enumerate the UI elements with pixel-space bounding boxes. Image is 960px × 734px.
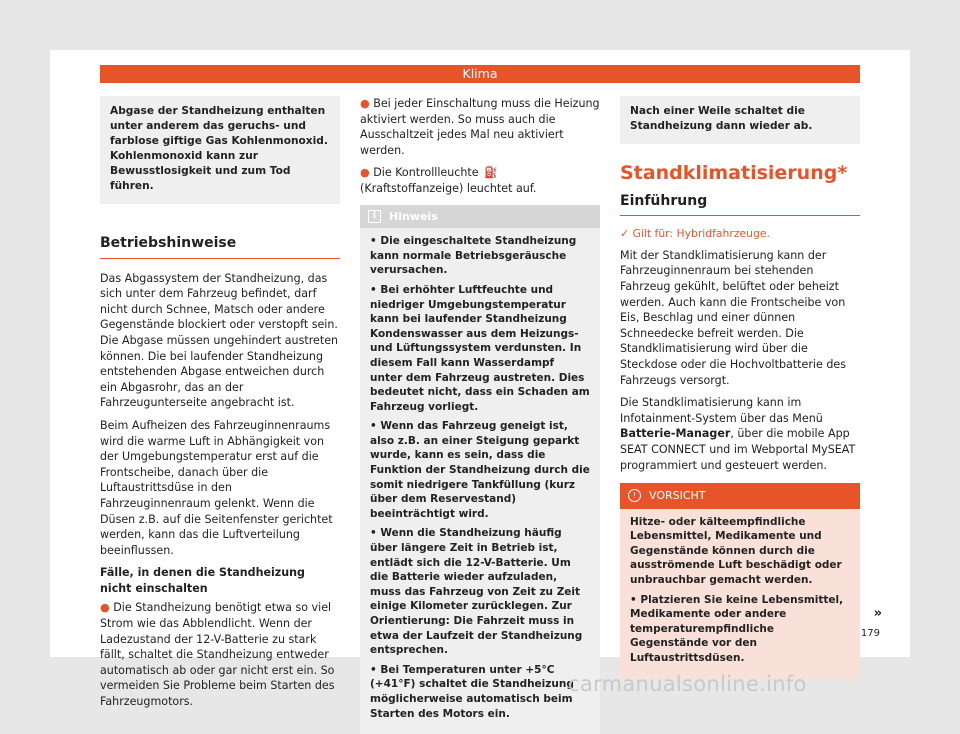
- vorsicht-title: VORSICHT: [649, 489, 706, 503]
- menu-name: Batterie-Manager: [620, 427, 731, 441]
- fuel-gauge-icon: ⛽: [484, 166, 498, 180]
- paragraph: Beim Aufheizen des Fahrzeuginnenraums wird die warme Luft in Abhängigkeit von der Umgebungstemperatur erst auf die Frontscheibe, danach über die Luftaustrittsdüse in den Fahrzeuginnenraum gelenkt. Wenn die Düsen z.B. auf die Seitenfenster gerichtet werden, kann das die Luftverteilung beeinflussen.: [100, 418, 333, 557]
- vorsicht-box: [620, 483, 860, 679]
- info-icon: i: [368, 210, 381, 223]
- hinweis-body: [360, 228, 600, 734]
- hinweis-item: • Wenn das Fahrzeug geneigt ist, also z.B. an einer Steigung geparkt wurde, kann es sein, dass die Funktion der Standheizung durch die somit niedrigere Tankfüllung (kurz über dem Reservestand) beeinträchtigt wird.: [370, 420, 590, 520]
- hinweis-text: Die eingeschaltete Standheizung kann normale Betriebsgeräusche verursachen.: [370, 235, 577, 277]
- vorsicht-text: Hitze- oder kälteempfindliche Lebensmittel, Medikamente und Gegenstände können durch die ausströmende Luft beschädigt oder unbrauchbar gemacht werden.: [630, 515, 842, 587]
- section-title: Standklimatisierung*: [620, 162, 848, 184]
- hinweis-text: Bei Temperaturen unter +5°C (+41°F) schaltet die Standheizung möglicherweise automatisch beim Starten des Motors ein.: [370, 663, 574, 720]
- bullet-text: Die Kontrollleuchte: [373, 166, 479, 180]
- bullet-text: Bei jeder Einschaltung muss die Heizung aktiviert werden. So muss auch die Ausschaltzeit jedes Mal neu aktiviert werden.: [360, 97, 600, 157]
- bullet-dot-icon: ●: [360, 166, 370, 180]
- warning-text-box: Abgase der Standheizung enthalten unter anderem das geruchs- und farblose giftige Gas Kohlenmonoxid. Kohlenmonoxid kann zur Bewusstlosigkeit und zum Tod führen.: [100, 96, 340, 204]
- hinweis-text: Wenn die Standheizung häufig über längere Zeit in Betrieb ist, entlädt sich die 12-V-Batterie. Um die Batterie wieder aufzuladen, muss das Fahrzeug von Zeit zu Zeit einige Kilometer zurücklegen. Zur Orientierung: Die Fahrzeit muss in etwa der Laufzeit der Standheizung entsprechen.: [370, 527, 583, 657]
- vorsicht-item: • Platzieren Sie keine Lebensmittel, Medikamente oder andere temperaturempfindliche Gegenstände vor den Luftaustrittsdüsen.: [630, 593, 844, 665]
- bullet-item: [100, 600, 340, 709]
- subheading: Fälle, in denen die Standheizung nicht einschalten: [100, 566, 305, 595]
- bullet-dot-icon: ●: [360, 97, 370, 110]
- hinweis-item: • Bei erhöhter Luftfeuchte und niedriger Umgebungstemperatur kann bei laufender Standheizung Kondenswasser aus dem Heizungs- und Lüftungssystem verdunsten. In diesem Fall kann Wasserdampf unter dem Fahrzeug austreten. Dies bedeutet nicht, dass ein Schaden am Fahrzeug vorliegt.: [370, 283, 590, 413]
- bullet-item: [360, 96, 600, 158]
- hinweis-item: • Wenn die Standheizung häufig über längere Zeit in Betrieb ist, entlädt sich die 12-V-Batterie. Um die Batterie wieder aufzuladen, muss das Fahrzeug von Zeit zu Zeit einige Kilometer zurücklegen. Zur Orientierung: Die Fahrzeit muss in etwa der Laufzeit der Standheizung entsprechen.: [370, 527, 583, 657]
- hinweis-header: [360, 205, 600, 229]
- checkmark-icon: ✓: [620, 227, 630, 241]
- paragraph: Mit der Standklimatisierung kann der Fahrzeuginnenraum bei stehenden Fahrzeug gekühlt, belüftet oder beheizt werden. Auch kann die Frontscheibe von Eis, Beschlag und einer dünnen Schneedecke befreit werden. Die Standklimatisierung wird über die Steckdose oder die Hochvoltbatterie des Fahrzeugs versorgt.: [620, 248, 846, 387]
- hinweis-box: [360, 205, 600, 734]
- hinweis-title: Hinweis: [389, 209, 438, 223]
- paragraph: Das Abgassystem der Standheizung, das sich unter dem Fahrzeug befindet, darf nicht durch Schnee, Matsch oder andere Gegenstände blockiert oder verstopft sein. Die Abgase müssen ungehindert austreten können. Die bei laufender Standheizung entstehenden Abgase entweichen durch ein Abgasrohr, das an der Fahrzeugunterseite angebracht ist.: [100, 271, 339, 410]
- bullet-text: (Kraftstoffanzeige) leuchtet auf.: [360, 181, 537, 195]
- vorsicht-body: [620, 509, 860, 679]
- hinweis-item: • Die eingeschaltete Standheizung kann normale Betriebsgeräusche verursachen.: [370, 235, 577, 277]
- chapter-header: [100, 65, 860, 83]
- warning-circle-icon: !: [628, 489, 641, 502]
- subsection-heading: Einführung: [620, 194, 860, 217]
- watermark: carmanualsonline.info: [568, 672, 807, 696]
- section-heading: Betriebshinweise: [100, 236, 340, 259]
- vorsicht-text: Platzieren Sie keine Lebensmittel, Medikamente oder andere temperaturempfindliche Gegenstände vor den Luftaustrittsdüsen.: [630, 593, 844, 665]
- column-right: [620, 96, 860, 679]
- paragraph: [620, 395, 860, 473]
- hinweis-text: Bei erhöhter Luftfeuchte und niedriger Umgebungstemperatur kann bei laufender Standheizung Kondenswasser aus dem Heizungs- und Lüftungssystem verdunsten. In diesem Fall kann Wasserdampf unter dem Fahrzeug austreten. Dies bedeutet nicht, dass ein Schaden am Fahrzeug vorliegt.: [370, 283, 590, 413]
- applies-to-note: [620, 226, 860, 242]
- continue-mark: »: [873, 606, 882, 621]
- hinweis-text: Wenn das Fahrzeug geneigt ist, also z.B. an einer Steigung geparkt wurde, kann es sein, dass die Funktion der Standheizung durch die somit niedrigere Tankfüllung (kurz über dem Reservestand) beeinträchtigt wird.: [370, 420, 590, 520]
- column-middle: [360, 96, 600, 734]
- column-left: [100, 96, 340, 717]
- vorsicht-header: [620, 483, 860, 509]
- paragraph-text: , über die mobile App SEAT CONNECT und im Webportal MySEAT programmiert und gesteuert werden.: [620, 427, 856, 472]
- bullet-dot-icon: ●: [100, 601, 110, 615]
- paragraph-text: Die Standklimatisierung kann im Infotainment-System über das Menü: [620, 396, 823, 425]
- vorsicht-item: [630, 515, 850, 588]
- bullet-text: Die Standheizung benötigt etwa so viel Strom wie das Abblendlicht. Wenn der Ladezustand der 12-V-Batterie zu stark fällt, schaltet die Standheizung entweder automatisch ab oder gar nicht erst ein. So vermeiden Sie Probleme beim Starten des Fahrzeugmotors.: [100, 601, 335, 709]
- chapter-title: Klima: [462, 66, 498, 81]
- hinweis-item: • Bei Temperaturen unter +5°C (+41°F) schaltet die Standheizung möglicherweise automatisch beim Starten des Motors ein.: [370, 663, 574, 720]
- page-number: 179: [860, 628, 880, 639]
- continued-text-box: Nach einer Weile schaltet die Standheizung dann wieder ab.: [620, 96, 860, 144]
- bullet-item: [360, 165, 600, 196]
- applies-to-text: Gilt für: Hybridfahrzeuge.: [632, 227, 770, 241]
